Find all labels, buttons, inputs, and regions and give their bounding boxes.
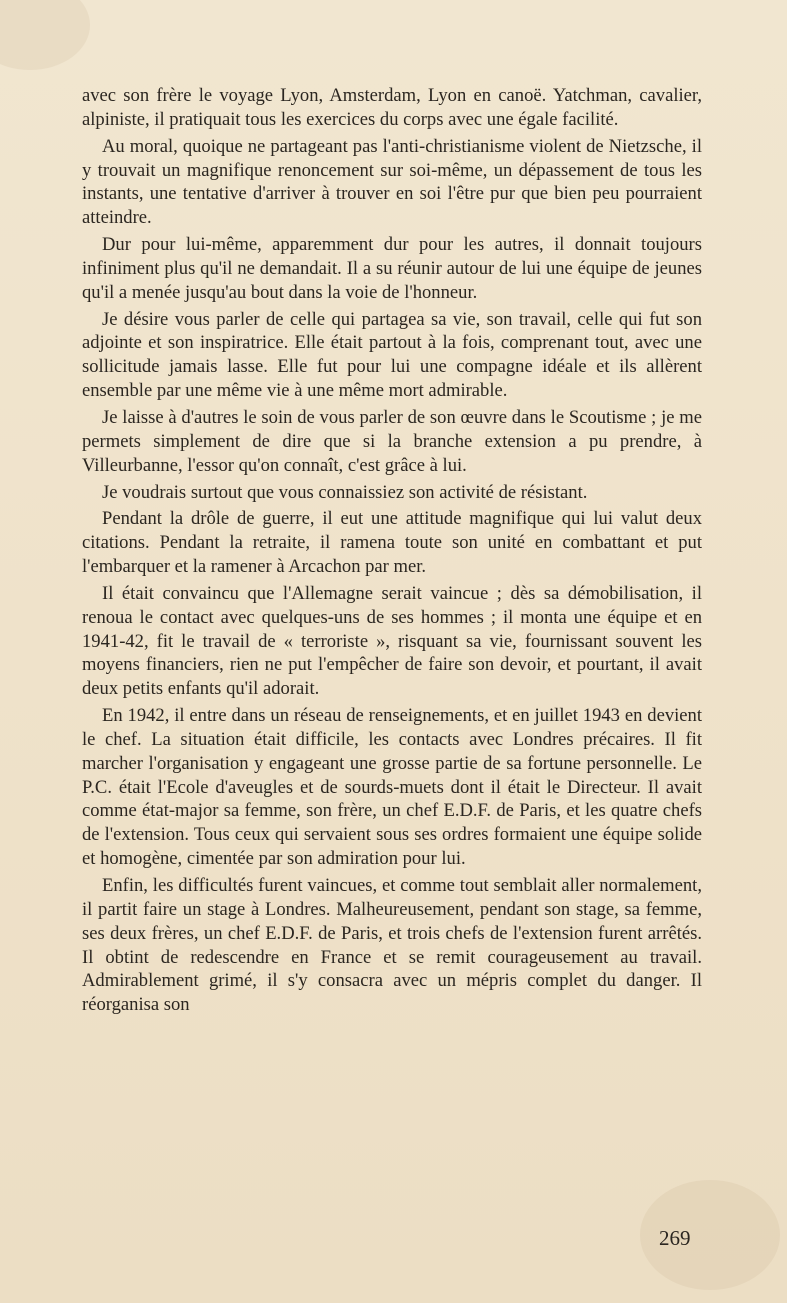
paragraph: En 1942, il entre dans un réseau de renseignements, et en juillet 1943 en devient le chef. La situation était difficile, les contacts avec Londres précaires. Il fit marcher l'organisation y engageant une grosse partie de sa fortune personnelle. Le P.C. était l'Ecole d'aveugles et de sourds-muets dont il était le Directeur. Il avait comme état-major sa femme, son frère, un chef E.D.F. de Paris, et les quatre chefs de l'extension. Tous ceux qui servaient sous ses ordres formaient une équipe solide et homogène, cimentée par son admiration pour lui.	[82, 705, 702, 870]
paragraph: Au moral, quoique ne partageant pas l'anti-christianisme violent de Nietzsche, il y trouvait un magnifique renoncement sur soi-même, un dépassement de tous les instants, une tentative d'arriver à trouver en soi l'être pur que bien peu pourraient atteindre.	[82, 135, 702, 229]
paragraph: Dur pour lui-même, apparemment dur pour les autres, il donnait toujours infiniment plus qu'il ne demandait. Il a su réunir autour de lui une équipe de jeunes qu'il a menée jusqu'au bout dans la voie de l'honneur.	[82, 234, 702, 303]
body-text	[82, 84, 702, 1020]
paragraph: avec son frère le voyage Lyon, Amsterdam, Lyon en canoë. Yatchman, cavalier, alpiniste, il pratiquait tous les exercices du corps avec une égale facilité.	[82, 85, 702, 130]
page-number: 269	[659, 1226, 691, 1250]
paragraph: Pendant la drôle de guerre, il eut une attitude magnifique qui lui valut deux citations. Pendant la retraite, il ramena toute son unité en combattant et put l'embarquer et la ramener à Arcachon par mer.	[82, 508, 702, 578]
paragraph: Je laisse à d'autres le soin de vous parler de son œuvre dans le Scoutisme ; je me permets simplement de dire que si la branche extension a pu prendre, à Villeurbanne, l'essor qu'on connaît, c'est grâce à lui.	[82, 406, 702, 476]
paragraph: Enfin, les difficultés furent vaincues, et comme tout semblait aller normalement, il partit faire un stage à Londres. Malheureusement, pendant son stage, sa femme, ses deux frères, un chef E.D.F. de Paris, et trois chefs de l'extension furent arrêtés. Il obtint de redescendre en France et se remit courageusement au travail. Admirablement grimé, il s'y consacra avec un mépris complet du danger. Il réorganisa son	[82, 875, 702, 1016]
paragraph: Je désire vous parler de celle qui partagea sa vie, son travail, celle qui fut son adjointe et son inspiratrice. Elle était partout à la fois, comprenant tout, avec une sollicitude jamais lasse. Elle fut pour lui une compagne idéale et ils allèrent ensemble par une même vie à une même mort admirable.	[82, 308, 702, 402]
paragraph: Je voudrais surtout que vous connaissiez son activité de résistant.	[102, 481, 588, 503]
paper-stain	[0, 0, 90, 70]
paragraph: Il était convaincu que l'Allemagne serait vaincue ; dès sa démobilisation, il renoua le contact avec quelques-uns de ses hommes ; il monta une équipe et en 1941-42, fit le travail de « terroriste », risquant sa vie, fournissant souvent les moyens financiers, rien ne put l'empêcher de faire son devoir, et pourtant, il avait deux petits enfants qu'il adorait.	[82, 582, 702, 700]
